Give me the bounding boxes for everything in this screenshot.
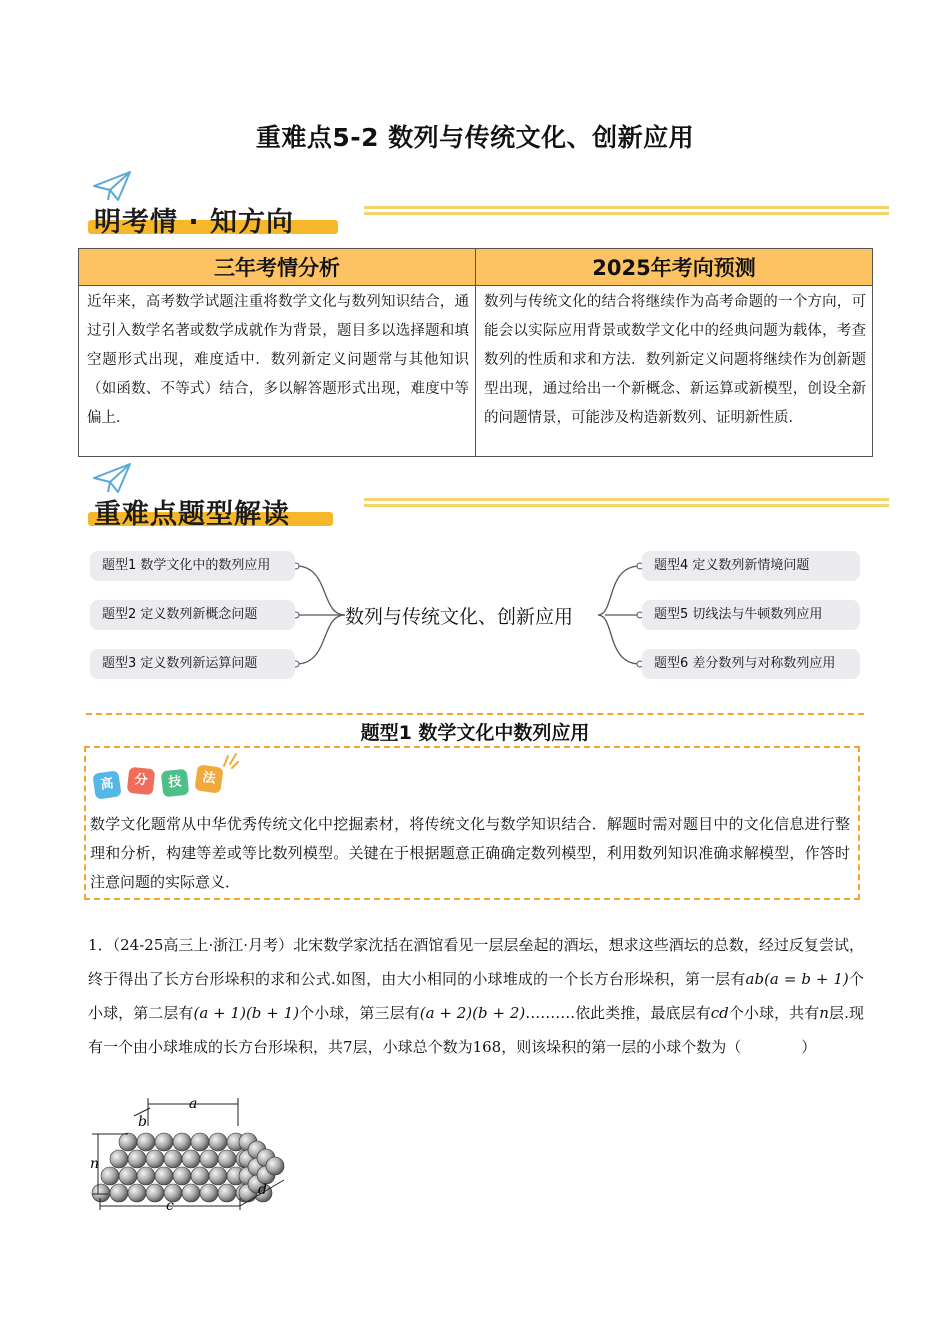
section-banner-2 bbox=[84, 462, 904, 532]
type1-title: 题型1 数学文化中数列应用 bbox=[360, 722, 590, 744]
figure-label-d: d bbox=[258, 1182, 267, 1198]
ball bbox=[110, 1184, 128, 1202]
ball bbox=[137, 1133, 155, 1151]
ball bbox=[266, 1157, 284, 1175]
ball bbox=[209, 1133, 227, 1151]
ball bbox=[164, 1150, 182, 1168]
mindmap-item-type2: 题型2 定义数列新概念问题 bbox=[90, 600, 295, 630]
paper-plane-icon bbox=[92, 462, 132, 496]
ball bbox=[146, 1150, 164, 1168]
section-banner-text: 重难点题型解读 bbox=[94, 499, 290, 530]
ball bbox=[200, 1150, 218, 1168]
problem-text: 个小球，第三层有 bbox=[299, 1004, 420, 1022]
type-divider bbox=[86, 713, 864, 715]
banner-lines bbox=[364, 206, 889, 218]
figure-label-c: c bbox=[166, 1198, 174, 1214]
ball bbox=[173, 1133, 191, 1151]
math-168: 168 bbox=[472, 1038, 502, 1056]
section-banner-text: 明考情 · 知方向 bbox=[94, 207, 295, 238]
ball bbox=[110, 1150, 128, 1168]
problem-text: 层.现有一个由小球堆成的长方台形垛积，共 bbox=[88, 1004, 864, 1056]
problem-source: （24-25高三上·浙江·月考） bbox=[112, 936, 294, 954]
math-cd: cd bbox=[710, 1004, 729, 1022]
ball bbox=[155, 1167, 173, 1185]
problem-text: ……….依此类推，最底层有 bbox=[525, 1004, 711, 1022]
ball bbox=[173, 1167, 191, 1185]
analysis-table bbox=[78, 248, 873, 457]
figure-label-a: a bbox=[189, 1096, 198, 1112]
problem-1 bbox=[88, 928, 864, 1064]
table-header-left: 三年考情分析 bbox=[79, 249, 476, 286]
ball bbox=[191, 1133, 209, 1151]
ball bbox=[101, 1167, 119, 1185]
badge-ji: 技 bbox=[161, 769, 190, 798]
mindmap-item-type3: 题型3 定义数列新运算问题 bbox=[90, 649, 295, 679]
ball bbox=[128, 1150, 146, 1168]
figure-label-b: b bbox=[138, 1114, 147, 1130]
math-layer2: (a + 1)(b + 1) bbox=[193, 1004, 300, 1022]
mindmap-item-type4: 题型4 定义数列新情境问题 bbox=[642, 551, 860, 581]
paper-plane-icon bbox=[92, 170, 132, 204]
problem-text: 个小球，第二层有 bbox=[88, 970, 864, 1022]
ball bbox=[92, 1184, 110, 1202]
problem-text: 层，小球总个数为 bbox=[352, 1038, 473, 1056]
ball bbox=[218, 1150, 236, 1168]
math-7: 7 bbox=[343, 1038, 353, 1056]
ball bbox=[155, 1133, 173, 1151]
math-ab: ab bbox=[745, 970, 765, 988]
page-title: 重难点5-2 数列与传统文化、创新应用 bbox=[255, 123, 695, 152]
ball bbox=[119, 1167, 137, 1185]
table-cell-forecast: 数列与传统文化的结合将继续作为高考命题的一个方向，可能会以实际应用背景或数学文化中的经典问题为载体，考查数列的性质和求和方法．数列新定义问题将继续作为创新题型出现，通过给出一个新概念、新运算或新模型，创设全新的问题情景，可能涉及构造新数列、证明新性质． bbox=[476, 286, 873, 457]
tips-text: 数学文化题常从中华优秀传统文化中挖掘素材，将传统文化与数学知识结合．解题时需对题目中的文化信息进行整理和分析，构建等差或等比数列模型。关键在于根据题意正确确定数列模型，利用数列知识准确求解模型，作答时注意问题的实际意义． bbox=[90, 815, 850, 891]
ball bbox=[146, 1184, 164, 1202]
tips-box bbox=[84, 746, 860, 900]
problem-text: 北宋数学家沈括在酒馆看见一层层垒起的酒坛，想求这些酒坛的总数，经过反复尝试，终于得出了长方台形垛积的求和公式.如图，由大小相同的小球堆成的一个长方台形垛积，第一层有 bbox=[88, 936, 864, 988]
ball bbox=[209, 1167, 227, 1185]
mindmap-center: 数列与传统文化、创新应用 bbox=[345, 606, 574, 628]
ball bbox=[128, 1184, 146, 1202]
ball bbox=[137, 1167, 155, 1185]
figure-label-n: n bbox=[90, 1156, 100, 1172]
ball bbox=[182, 1150, 200, 1168]
problem-text: ，则该垛积的第一层的小球个数为（ ） bbox=[501, 1038, 817, 1056]
stacked-balls-figure bbox=[88, 1094, 298, 1214]
ball bbox=[119, 1133, 137, 1151]
mindmap-item-type1: 题型1 数学文化中的数列应用 bbox=[90, 551, 295, 581]
table-cell-analysis: 近年来，高考数学试题注重将数学文化与数列知识结合，通过引入数学名著或数学成就作为背景，题目多以选择题和填空题形式出现，难度适中．数列新定义问题常与其他知识（如函数、不等式）结合，多以解答题形式出现，难度中等偏上． bbox=[79, 286, 476, 457]
math-layer3: (a + 2)(b + 2) bbox=[419, 1004, 526, 1022]
mindmap-item-type6: 题型6 差分数列与对称数列应用 bbox=[642, 649, 860, 679]
math-condition: (a = b + 1) bbox=[764, 970, 849, 988]
ball bbox=[182, 1184, 200, 1202]
section-banner-1 bbox=[84, 170, 904, 240]
ball bbox=[200, 1184, 218, 1202]
ball bbox=[191, 1167, 209, 1185]
banner-lines bbox=[364, 498, 889, 510]
problem-number: 1． bbox=[88, 936, 113, 954]
table-header-right: 2025年考向预测 bbox=[476, 249, 873, 286]
badge-fa: 法 bbox=[194, 764, 223, 793]
problem-text: 个小球，共有 bbox=[728, 1004, 820, 1022]
badge-gao: 高 bbox=[92, 770, 121, 799]
mindmap-item-type5: 题型5 切线法与牛顿数列应用 bbox=[642, 600, 860, 630]
ball bbox=[218, 1184, 236, 1202]
sparkle-icon bbox=[220, 750, 240, 770]
badge-fen: 分 bbox=[127, 767, 156, 796]
math-n: n bbox=[819, 1004, 829, 1022]
